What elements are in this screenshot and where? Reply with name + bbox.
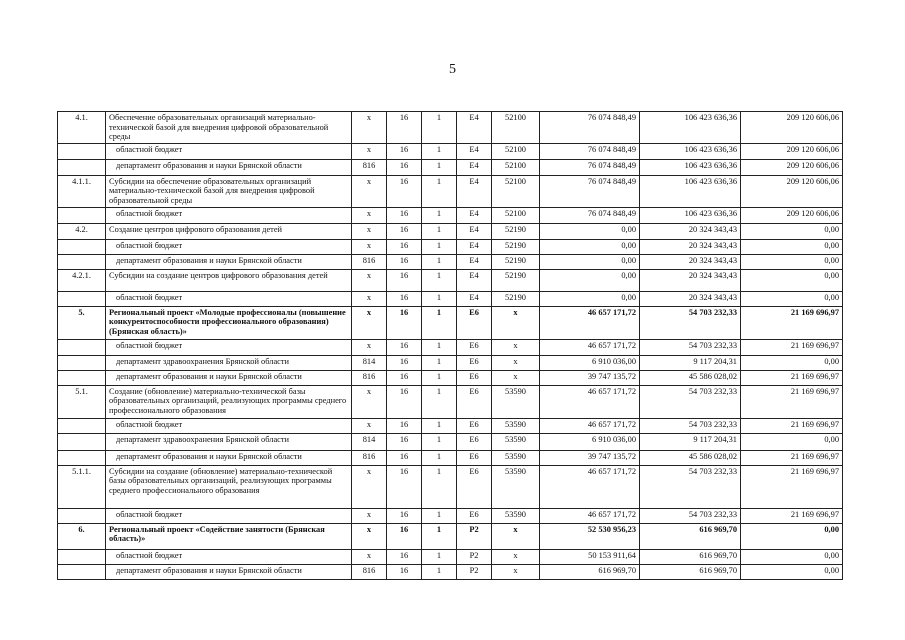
amount-year-1: 39 747 135,72 (540, 450, 640, 465)
row-name: департамент образования и науки Брянской области (106, 450, 352, 465)
amount-year-2: 9 117 204,31 (640, 355, 741, 370)
table-row (58, 159, 843, 175)
amount-year-3: 209 120 606,06 (741, 175, 843, 207)
amount-year-3: 0,00 (741, 291, 843, 306)
project-code: E6 (457, 306, 492, 339)
grbs-code: 816 (352, 450, 387, 465)
amount-year-1: 46 657 171,72 (540, 385, 640, 418)
table-body (58, 112, 843, 580)
program-code: 16 (387, 223, 422, 239)
amount-year-1: 616 969,70 (540, 564, 640, 579)
grbs-code: x (352, 549, 387, 564)
amount-year-3: 21 169 696,97 (741, 385, 843, 418)
direction-code: 52190 (492, 254, 540, 269)
subprogram-code: 1 (422, 433, 457, 450)
project-code: E4 (457, 143, 492, 159)
row-name: департамент образования и науки Брянской области (106, 564, 352, 579)
row-number (58, 339, 106, 355)
table-row (58, 465, 843, 508)
project-code: P2 (457, 523, 492, 549)
table-row (58, 549, 843, 564)
row-number: 4.2.1. (58, 269, 106, 291)
row-number: 5.1. (58, 385, 106, 418)
amount-year-3: 209 120 606,06 (741, 143, 843, 159)
amount-year-3: 209 120 606,06 (741, 207, 843, 223)
row-name: Региональный проект «Молодые профессионалы (повышение конкурентоспособности профессионального образования) (Брянская область)» (106, 306, 352, 339)
program-code: 16 (387, 523, 422, 549)
row-name: Субсидии на создание (обновление) материально-технической базы образовательных организаций, реализующих программы среднего профессионального образования (106, 465, 352, 508)
row-number: 5.1.1. (58, 465, 106, 508)
amount-year-1: 76 074 848,49 (540, 207, 640, 223)
amount-year-3: 21 169 696,97 (741, 370, 843, 385)
page-number: 5 (449, 62, 456, 77)
row-name: Субсидии на создание центров цифрового образования детей (106, 269, 352, 291)
amount-year-3: 0,00 (741, 549, 843, 564)
amount-year-1: 46 657 171,72 (540, 418, 640, 433)
grbs-code: 816 (352, 159, 387, 175)
amount-year-2: 54 703 232,33 (640, 508, 741, 523)
program-code: 16 (387, 159, 422, 175)
row-name: областной бюджет (106, 207, 352, 223)
row-name: департамент образования и науки Брянской области (106, 254, 352, 269)
amount-year-3: 21 169 696,97 (741, 418, 843, 433)
amount-year-1: 76 074 848,49 (540, 143, 640, 159)
subprogram-code: 1 (422, 254, 457, 269)
direction-code: 53590 (492, 450, 540, 465)
row-number (58, 418, 106, 433)
amount-year-3: 21 169 696,97 (741, 508, 843, 523)
program-code: 16 (387, 549, 422, 564)
row-number (58, 143, 106, 159)
subprogram-code: 1 (422, 465, 457, 508)
project-code: E6 (457, 339, 492, 355)
row-number (58, 254, 106, 269)
subprogram-code: 1 (422, 564, 457, 579)
subprogram-code: 1 (422, 143, 457, 159)
table-row (58, 450, 843, 465)
project-code: E4 (457, 175, 492, 207)
row-number (58, 564, 106, 579)
program-code: 16 (387, 433, 422, 450)
program-code: 16 (387, 254, 422, 269)
grbs-code: x (352, 207, 387, 223)
amount-year-3: 21 169 696,97 (741, 465, 843, 508)
row-number (58, 450, 106, 465)
program-code: 16 (387, 207, 422, 223)
row-name: Региональный проект «Содействие занятости (Брянская область)» (106, 523, 352, 549)
direction-code: x (492, 339, 540, 355)
amount-year-1: 76 074 848,49 (540, 112, 640, 144)
row-name: департамент образования и науки Брянской области (106, 370, 352, 385)
amount-year-3: 0,00 (741, 254, 843, 269)
amount-year-3: 21 169 696,97 (741, 306, 843, 339)
program-code: 16 (387, 291, 422, 306)
amount-year-1: 0,00 (540, 269, 640, 291)
grbs-code: x (352, 175, 387, 207)
row-number (58, 433, 106, 450)
direction-code: 53590 (492, 433, 540, 450)
row-name: Создание (обновление) материально-технической базы образовательных организаций, реализующих программы среднего профессионального образования (106, 385, 352, 418)
amount-year-2: 616 969,70 (640, 523, 741, 549)
amount-year-1: 46 657 171,72 (540, 339, 640, 355)
program-code: 16 (387, 370, 422, 385)
amount-year-2: 106 423 636,36 (640, 159, 741, 175)
row-number (58, 159, 106, 175)
program-code: 16 (387, 418, 422, 433)
subprogram-code: 1 (422, 223, 457, 239)
project-code: E4 (457, 159, 492, 175)
program-code: 16 (387, 112, 422, 144)
amount-year-2: 20 324 343,43 (640, 239, 741, 254)
table-row (58, 433, 843, 450)
table-row (58, 291, 843, 306)
row-name: областной бюджет (106, 339, 352, 355)
grbs-code: x (352, 465, 387, 508)
direction-code: x (492, 523, 540, 549)
amount-year-1: 0,00 (540, 223, 640, 239)
direction-code: 52100 (492, 175, 540, 207)
project-code: E4 (457, 239, 492, 254)
subprogram-code: 1 (422, 175, 457, 207)
subprogram-code: 1 (422, 385, 457, 418)
grbs-code: x (352, 418, 387, 433)
amount-year-1: 46 657 171,72 (540, 508, 640, 523)
table-row (58, 339, 843, 355)
subprogram-code: 1 (422, 269, 457, 291)
amount-year-2: 106 423 636,36 (640, 175, 741, 207)
amount-year-2: 45 586 028,02 (640, 450, 741, 465)
amount-year-2: 54 703 232,33 (640, 339, 741, 355)
project-code: E6 (457, 433, 492, 450)
grbs-code: x (352, 523, 387, 549)
amount-year-2: 9 117 204,31 (640, 433, 741, 450)
direction-code: 52190 (492, 239, 540, 254)
subprogram-code: 1 (422, 306, 457, 339)
program-code: 16 (387, 175, 422, 207)
project-code: E6 (457, 450, 492, 465)
amount-year-2: 616 969,70 (640, 564, 741, 579)
program-code: 16 (387, 339, 422, 355)
row-name: Создание центров цифрового образования детей (106, 223, 352, 239)
grbs-code: x (352, 269, 387, 291)
grbs-code: 814 (352, 433, 387, 450)
table-row (58, 143, 843, 159)
table-row (58, 418, 843, 433)
project-code: E4 (457, 207, 492, 223)
amount-year-1: 6 910 036,00 (540, 355, 640, 370)
amount-year-3: 0,00 (741, 523, 843, 549)
amount-year-1: 46 657 171,72 (540, 306, 640, 339)
grbs-code: x (352, 385, 387, 418)
project-code: E6 (457, 418, 492, 433)
row-number (58, 239, 106, 254)
direction-code: 53590 (492, 418, 540, 433)
row-name: Обеспечение образовательных организаций материально-технической базой для внедрения цифровой образовательной среды (106, 112, 352, 144)
program-code: 16 (387, 306, 422, 339)
table-row (58, 385, 843, 418)
subprogram-code: 1 (422, 355, 457, 370)
row-number (58, 355, 106, 370)
amount-year-3: 0,00 (741, 433, 843, 450)
project-code: E6 (457, 370, 492, 385)
subprogram-code: 1 (422, 508, 457, 523)
row-name: департамент образования и науки Брянской области (106, 159, 352, 175)
grbs-code: 816 (352, 254, 387, 269)
amount-year-1: 0,00 (540, 239, 640, 254)
direction-code: x (492, 549, 540, 564)
row-number: 4.1. (58, 112, 106, 144)
program-code: 16 (387, 239, 422, 254)
amount-year-2: 54 703 232,33 (640, 306, 741, 339)
direction-code: 52190 (492, 291, 540, 306)
row-number (58, 207, 106, 223)
program-code: 16 (387, 355, 422, 370)
row-name: областной бюджет (106, 418, 352, 433)
table-row (58, 508, 843, 523)
program-code: 16 (387, 450, 422, 465)
row-name: департамент здравоохранения Брянской области (106, 355, 352, 370)
amount-year-2: 20 324 343,43 (640, 269, 741, 291)
row-name: областной бюджет (106, 508, 352, 523)
program-code: 16 (387, 143, 422, 159)
grbs-code: x (352, 143, 387, 159)
row-name: областной бюджет (106, 239, 352, 254)
row-name: областной бюджет (106, 549, 352, 564)
subprogram-code: 1 (422, 239, 457, 254)
amount-year-2: 20 324 343,43 (640, 223, 741, 239)
direction-code: 53590 (492, 508, 540, 523)
project-code: E6 (457, 465, 492, 508)
amount-year-1: 0,00 (540, 254, 640, 269)
amount-year-1: 52 530 956,23 (540, 523, 640, 549)
grbs-code: x (352, 508, 387, 523)
table-row (58, 523, 843, 549)
program-code: 16 (387, 269, 422, 291)
amount-year-1: 39 747 135,72 (540, 370, 640, 385)
project-code: E4 (457, 223, 492, 239)
table-row (58, 175, 843, 207)
direction-code: 52190 (492, 269, 540, 291)
subprogram-code: 1 (422, 159, 457, 175)
project-code: E4 (457, 254, 492, 269)
row-number (58, 370, 106, 385)
row-number (58, 549, 106, 564)
direction-code: 53590 (492, 465, 540, 508)
amount-year-3: 0,00 (741, 564, 843, 579)
table-row (58, 223, 843, 239)
project-code: P2 (457, 549, 492, 564)
row-number: 6. (58, 523, 106, 549)
row-name: областной бюджет (106, 143, 352, 159)
table-row (58, 564, 843, 579)
amount-year-2: 20 324 343,43 (640, 254, 741, 269)
project-code: E6 (457, 385, 492, 418)
direction-code: x (492, 370, 540, 385)
grbs-code: 816 (352, 564, 387, 579)
amount-year-3: 209 120 606,06 (741, 159, 843, 175)
project-code: E4 (457, 112, 492, 144)
table-row (58, 370, 843, 385)
direction-code: x (492, 355, 540, 370)
amount-year-2: 106 423 636,36 (640, 143, 741, 159)
grbs-code: x (352, 223, 387, 239)
table-row (58, 269, 843, 291)
direction-code: 52100 (492, 143, 540, 159)
grbs-code: x (352, 306, 387, 339)
project-code: E4 (457, 269, 492, 291)
subprogram-code: 1 (422, 370, 457, 385)
subprogram-code: 1 (422, 418, 457, 433)
subprogram-code: 1 (422, 207, 457, 223)
program-code: 16 (387, 508, 422, 523)
amount-year-3: 21 169 696,97 (741, 339, 843, 355)
amount-year-3: 0,00 (741, 223, 843, 239)
amount-year-2: 616 969,70 (640, 549, 741, 564)
row-name: Субсидии на обеспечение образовательных организаций материально-технической базой для внедрения цифровой образовательной среды (106, 175, 352, 207)
subprogram-code: 1 (422, 112, 457, 144)
amount-year-3: 0,00 (741, 355, 843, 370)
row-number (58, 291, 106, 306)
table-row (58, 306, 843, 339)
table-row (58, 355, 843, 370)
table-row (58, 239, 843, 254)
direction-code: 52100 (492, 207, 540, 223)
program-code: 16 (387, 564, 422, 579)
row-number: 4.1.1. (58, 175, 106, 207)
grbs-code: 816 (352, 370, 387, 385)
project-code: P2 (457, 564, 492, 579)
project-code: E6 (457, 508, 492, 523)
amount-year-1: 76 074 848,49 (540, 159, 640, 175)
table-row (58, 254, 843, 269)
project-code: E4 (457, 291, 492, 306)
row-number: 5. (58, 306, 106, 339)
direction-code: 52190 (492, 223, 540, 239)
amount-year-1: 6 910 036,00 (540, 433, 640, 450)
row-name: областной бюджет (106, 291, 352, 306)
program-code: 16 (387, 465, 422, 508)
subprogram-code: 1 (422, 339, 457, 355)
amount-year-2: 45 586 028,02 (640, 370, 741, 385)
direction-code: 52100 (492, 159, 540, 175)
grbs-code: x (352, 239, 387, 254)
amount-year-3: 0,00 (741, 239, 843, 254)
row-number (58, 508, 106, 523)
row-number: 4.2. (58, 223, 106, 239)
subprogram-code: 1 (422, 291, 457, 306)
amount-year-2: 54 703 232,33 (640, 465, 741, 508)
table-row (58, 207, 843, 223)
row-name: департамент здравоохранения Брянской области (106, 433, 352, 450)
amount-year-3: 0,00 (741, 269, 843, 291)
amount-year-1: 46 657 171,72 (540, 465, 640, 508)
subprogram-code: 1 (422, 549, 457, 564)
project-code: E6 (457, 355, 492, 370)
program-code: 16 (387, 385, 422, 418)
grbs-code: x (352, 112, 387, 144)
amount-year-1: 76 074 848,49 (540, 175, 640, 207)
grbs-code: x (352, 291, 387, 306)
amount-year-2: 106 423 636,36 (640, 112, 741, 144)
amount-year-2: 106 423 636,36 (640, 207, 741, 223)
direction-code: x (492, 564, 540, 579)
amount-year-2: 54 703 232,33 (640, 385, 741, 418)
amount-year-2: 20 324 343,43 (640, 291, 741, 306)
grbs-code: 814 (352, 355, 387, 370)
direction-code: 53590 (492, 385, 540, 418)
amount-year-1: 50 153 911,64 (540, 549, 640, 564)
amount-year-2: 54 703 232,33 (640, 418, 741, 433)
amount-year-1: 0,00 (540, 291, 640, 306)
amount-year-3: 209 120 606,06 (741, 112, 843, 144)
amount-year-3: 21 169 696,97 (741, 450, 843, 465)
grbs-code: x (352, 339, 387, 355)
table-row (58, 112, 843, 144)
direction-code: 52100 (492, 112, 540, 144)
subprogram-code: 1 (422, 523, 457, 549)
budget-table (57, 111, 843, 580)
subprogram-code: 1 (422, 450, 457, 465)
direction-code: x (492, 306, 540, 339)
